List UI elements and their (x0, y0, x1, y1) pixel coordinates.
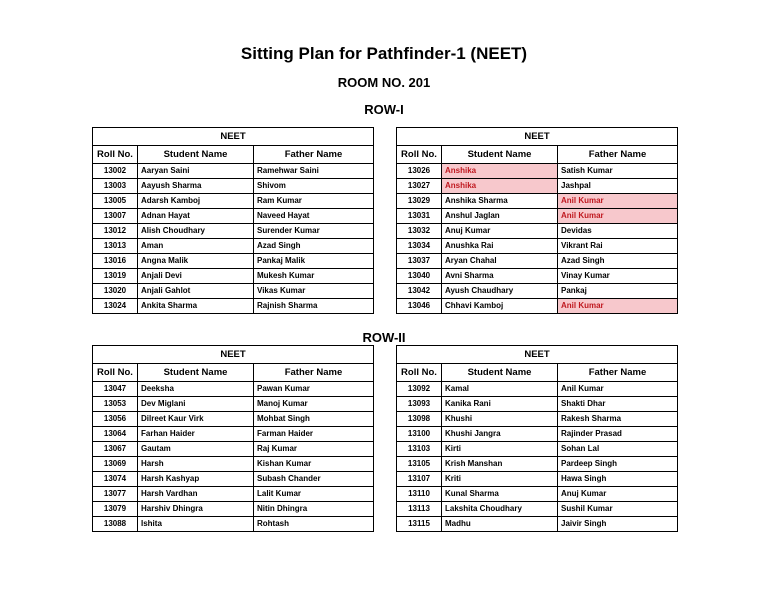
father-name-cell: Rajnish Sharma (254, 299, 374, 314)
table-row (93, 397, 374, 412)
father-name-cell: Kishan Kumar (254, 457, 374, 472)
student-name-cell: Anshika (442, 179, 558, 194)
student-name-cell: Anuj Kumar (442, 224, 558, 239)
seating-table (92, 127, 374, 314)
student-name-cell: Aayush Sharma (138, 179, 254, 194)
student-name-cell: Harsh (138, 457, 254, 472)
father-name-cell: Subash Chander (254, 472, 374, 487)
table-row (93, 194, 374, 209)
roll-number-cell: 13105 (397, 457, 442, 472)
roll-number-cell: 13027 (397, 179, 442, 194)
student-name-cell: Anjali Devi (138, 269, 254, 284)
student-name-header: Student Name (138, 364, 254, 382)
roll-number-cell: 13016 (93, 254, 138, 269)
table-row (93, 269, 374, 284)
father-name-cell: Anuj Kumar (558, 487, 678, 502)
table-row (397, 427, 678, 442)
student-name-cell: Harsh Vardhan (138, 487, 254, 502)
student-name-cell: Alish Choudhary (138, 224, 254, 239)
roll-number-cell: 13098 (397, 412, 442, 427)
table-row (397, 442, 678, 457)
roll-number-cell: 13113 (397, 502, 442, 517)
table-row (397, 487, 678, 502)
father-name-cell: Anil Kumar (558, 209, 678, 224)
roll-number-cell: 13079 (93, 502, 138, 517)
father-name-cell: Manoj Kumar (254, 397, 374, 412)
father-name-cell: Vikrant Rai (558, 239, 678, 254)
roll-number-cell: 13067 (93, 442, 138, 457)
student-name-header: Student Name (138, 146, 254, 164)
father-name-header: Father Name (254, 364, 374, 382)
student-name-cell: Deeksha (138, 382, 254, 397)
roll-number-cell: 13020 (93, 284, 138, 299)
father-name-cell: Pankaj (558, 284, 678, 299)
table-row (93, 487, 374, 502)
father-name-cell: Satish Kumar (558, 164, 678, 179)
student-name-cell: Chhavi Kamboj (442, 299, 558, 314)
father-name-cell: Shakti Dhar (558, 397, 678, 412)
student-name-cell: Kunal Sharma (442, 487, 558, 502)
student-name-header: Student Name (442, 364, 558, 382)
roll-number-cell: 13056 (93, 412, 138, 427)
table-row (397, 224, 678, 239)
father-name-cell: Rakesh Sharma (558, 412, 678, 427)
roll-number-cell: 13034 (397, 239, 442, 254)
student-name-cell: Dev Miglani (138, 397, 254, 412)
father-name-cell: Jashpal (558, 179, 678, 194)
father-name-header: Father Name (254, 146, 374, 164)
student-name-cell: Anshika Sharma (442, 194, 558, 209)
table-row (93, 442, 374, 457)
student-name-cell: Harsh Kashyap (138, 472, 254, 487)
roll-no-header: Roll No. (93, 146, 138, 164)
room-number: ROOM NO. 201 (337, 75, 431, 90)
student-name-cell: Khushi Jangra (442, 427, 558, 442)
student-name-cell: Anshul Jaglan (442, 209, 558, 224)
father-name-cell: Vinay Kumar (558, 269, 678, 284)
roll-number-cell: 13047 (93, 382, 138, 397)
father-name-cell: Anil Kumar (558, 382, 678, 397)
roll-number-cell: 13046 (397, 299, 442, 314)
student-name-cell: Adarsh Kamboj (138, 194, 254, 209)
father-name-cell: Rohtash (254, 517, 374, 532)
roll-number-cell: 13077 (93, 487, 138, 502)
table-row (397, 269, 678, 284)
father-name-cell: Pardeep Singh (558, 457, 678, 472)
page-title: Sitting Plan for Pathfinder-1 (NEET) (240, 44, 528, 63)
student-name-cell: Anshika (442, 164, 558, 179)
table-group-header: NEET (93, 128, 374, 146)
student-name-cell: Kriti (442, 472, 558, 487)
roll-number-cell: 13053 (93, 397, 138, 412)
roll-number-cell: 13110 (397, 487, 442, 502)
table-row (397, 412, 678, 427)
father-name-cell: Pankaj Malik (254, 254, 374, 269)
father-name-cell: Mohbat Singh (254, 412, 374, 427)
roll-number-cell: 13026 (397, 164, 442, 179)
father-name-cell: Ram Kumar (254, 194, 374, 209)
student-name-cell: Ankita Sharma (138, 299, 254, 314)
table-group-header: NEET (397, 346, 678, 364)
table-row (93, 239, 374, 254)
father-name-cell: Hawa Singh (558, 472, 678, 487)
father-name-cell: Jaivir Singh (558, 517, 678, 532)
table-row (397, 517, 678, 532)
father-name-cell: Anil Kumar (558, 194, 678, 209)
table-group-header: NEET (93, 346, 374, 364)
student-name-cell: Ayush Chaudhary (442, 284, 558, 299)
table-row (93, 299, 374, 314)
roll-number-cell: 13012 (93, 224, 138, 239)
roll-number-cell: 13007 (93, 209, 138, 224)
roll-number-cell: 13093 (397, 397, 442, 412)
student-name-cell: Gautam (138, 442, 254, 457)
student-name-header: Student Name (442, 146, 558, 164)
father-name-cell: Ramehwar Saini (254, 164, 374, 179)
table-row (93, 382, 374, 397)
table-row (397, 382, 678, 397)
table-row (397, 239, 678, 254)
roll-number-cell: 13024 (93, 299, 138, 314)
father-name-cell: Rajinder Prasad (558, 427, 678, 442)
roll-number-cell: 13042 (397, 284, 442, 299)
father-name-cell: Azad Singh (254, 239, 374, 254)
table-row (397, 472, 678, 487)
seating-table (92, 345, 374, 532)
roll-number-cell: 13029 (397, 194, 442, 209)
roll-no-header: Roll No. (397, 364, 442, 382)
student-name-cell: Madhu (442, 517, 558, 532)
table-row (93, 224, 374, 239)
table-row (93, 412, 374, 427)
roll-number-cell: 13002 (93, 164, 138, 179)
father-name-cell: Devidas (558, 224, 678, 239)
father-name-cell: Naveed Hayat (254, 209, 374, 224)
student-name-cell: Krish Manshan (442, 457, 558, 472)
table-row (397, 299, 678, 314)
father-name-cell: Lalit Kumar (254, 487, 374, 502)
father-name-cell: Vikas Kumar (254, 284, 374, 299)
table-row (397, 284, 678, 299)
student-name-cell: Avni Sharma (442, 269, 558, 284)
table-row (397, 164, 678, 179)
row-label-row-ii: ROW-II (362, 330, 406, 345)
table-row (397, 502, 678, 517)
roll-number-cell: 13103 (397, 442, 442, 457)
father-name-cell: Sohan Lal (558, 442, 678, 457)
father-name-cell: Mukesh Kumar (254, 269, 374, 284)
student-name-cell: Angna Malik (138, 254, 254, 269)
student-name-cell: Ishita (138, 517, 254, 532)
roll-number-cell: 13064 (93, 427, 138, 442)
roll-number-cell: 13037 (397, 254, 442, 269)
father-name-cell: Farman Haider (254, 427, 374, 442)
father-name-cell: Nitin Dhingra (254, 502, 374, 517)
roll-number-cell: 13031 (397, 209, 442, 224)
father-name-cell: Anil Kumar (558, 299, 678, 314)
student-name-cell: Kamal (442, 382, 558, 397)
table-row (93, 164, 374, 179)
seating-table (396, 345, 678, 532)
roll-number-cell: 13040 (397, 269, 442, 284)
father-name-header: Father Name (558, 146, 678, 164)
table-row (93, 502, 374, 517)
student-name-cell: Aman (138, 239, 254, 254)
student-name-cell: Kanika Rani (442, 397, 558, 412)
roll-number-cell: 13005 (93, 194, 138, 209)
roll-number-cell: 13074 (93, 472, 138, 487)
father-name-cell: Surender Kumar (254, 224, 374, 239)
table-row (93, 179, 374, 194)
father-name-cell: Raj Kumar (254, 442, 374, 457)
table-row (93, 427, 374, 442)
roll-number-cell: 13088 (93, 517, 138, 532)
father-name-header: Father Name (558, 364, 678, 382)
roll-number-cell: 13092 (397, 382, 442, 397)
table-row (397, 194, 678, 209)
seating-table (396, 127, 678, 314)
roll-number-cell: 13115 (397, 517, 442, 532)
student-name-cell: Harshiv Dhingra (138, 502, 254, 517)
student-name-cell: Anjali Gahlot (138, 284, 254, 299)
roll-number-cell: 13100 (397, 427, 442, 442)
row-label-row-i: ROW-I (364, 102, 404, 117)
student-name-cell: Lakshita Choudhary (442, 502, 558, 517)
roll-number-cell: 13013 (93, 239, 138, 254)
table-row (93, 517, 374, 532)
student-name-cell: Aryan Chahal (442, 254, 558, 269)
roll-number-cell: 13107 (397, 472, 442, 487)
student-name-cell: Anushka Rai (442, 239, 558, 254)
table-row (93, 457, 374, 472)
student-name-cell: Farhan Haider (138, 427, 254, 442)
table-row (93, 472, 374, 487)
table-group-header: NEET (397, 128, 678, 146)
table-row (93, 209, 374, 224)
student-name-cell: Kirti (442, 442, 558, 457)
roll-number-cell: 13003 (93, 179, 138, 194)
roll-no-header: Roll No. (397, 146, 442, 164)
student-name-cell: Dilreet Kaur Virk (138, 412, 254, 427)
student-name-cell: Khushi (442, 412, 558, 427)
table-row (93, 254, 374, 269)
father-name-cell: Pawan Kumar (254, 382, 374, 397)
table-row (397, 457, 678, 472)
student-name-cell: Aaryan Saini (138, 164, 254, 179)
roll-no-header: Roll No. (93, 364, 138, 382)
father-name-cell: Azad Singh (558, 254, 678, 269)
table-row (397, 209, 678, 224)
father-name-cell: Shivom (254, 179, 374, 194)
table-row (397, 397, 678, 412)
roll-number-cell: 13032 (397, 224, 442, 239)
student-name-cell: Adnan Hayat (138, 209, 254, 224)
table-row (397, 179, 678, 194)
father-name-cell: Sushil Kumar (558, 502, 678, 517)
roll-number-cell: 13069 (93, 457, 138, 472)
table-row (397, 254, 678, 269)
table-row (93, 284, 374, 299)
roll-number-cell: 13019 (93, 269, 138, 284)
